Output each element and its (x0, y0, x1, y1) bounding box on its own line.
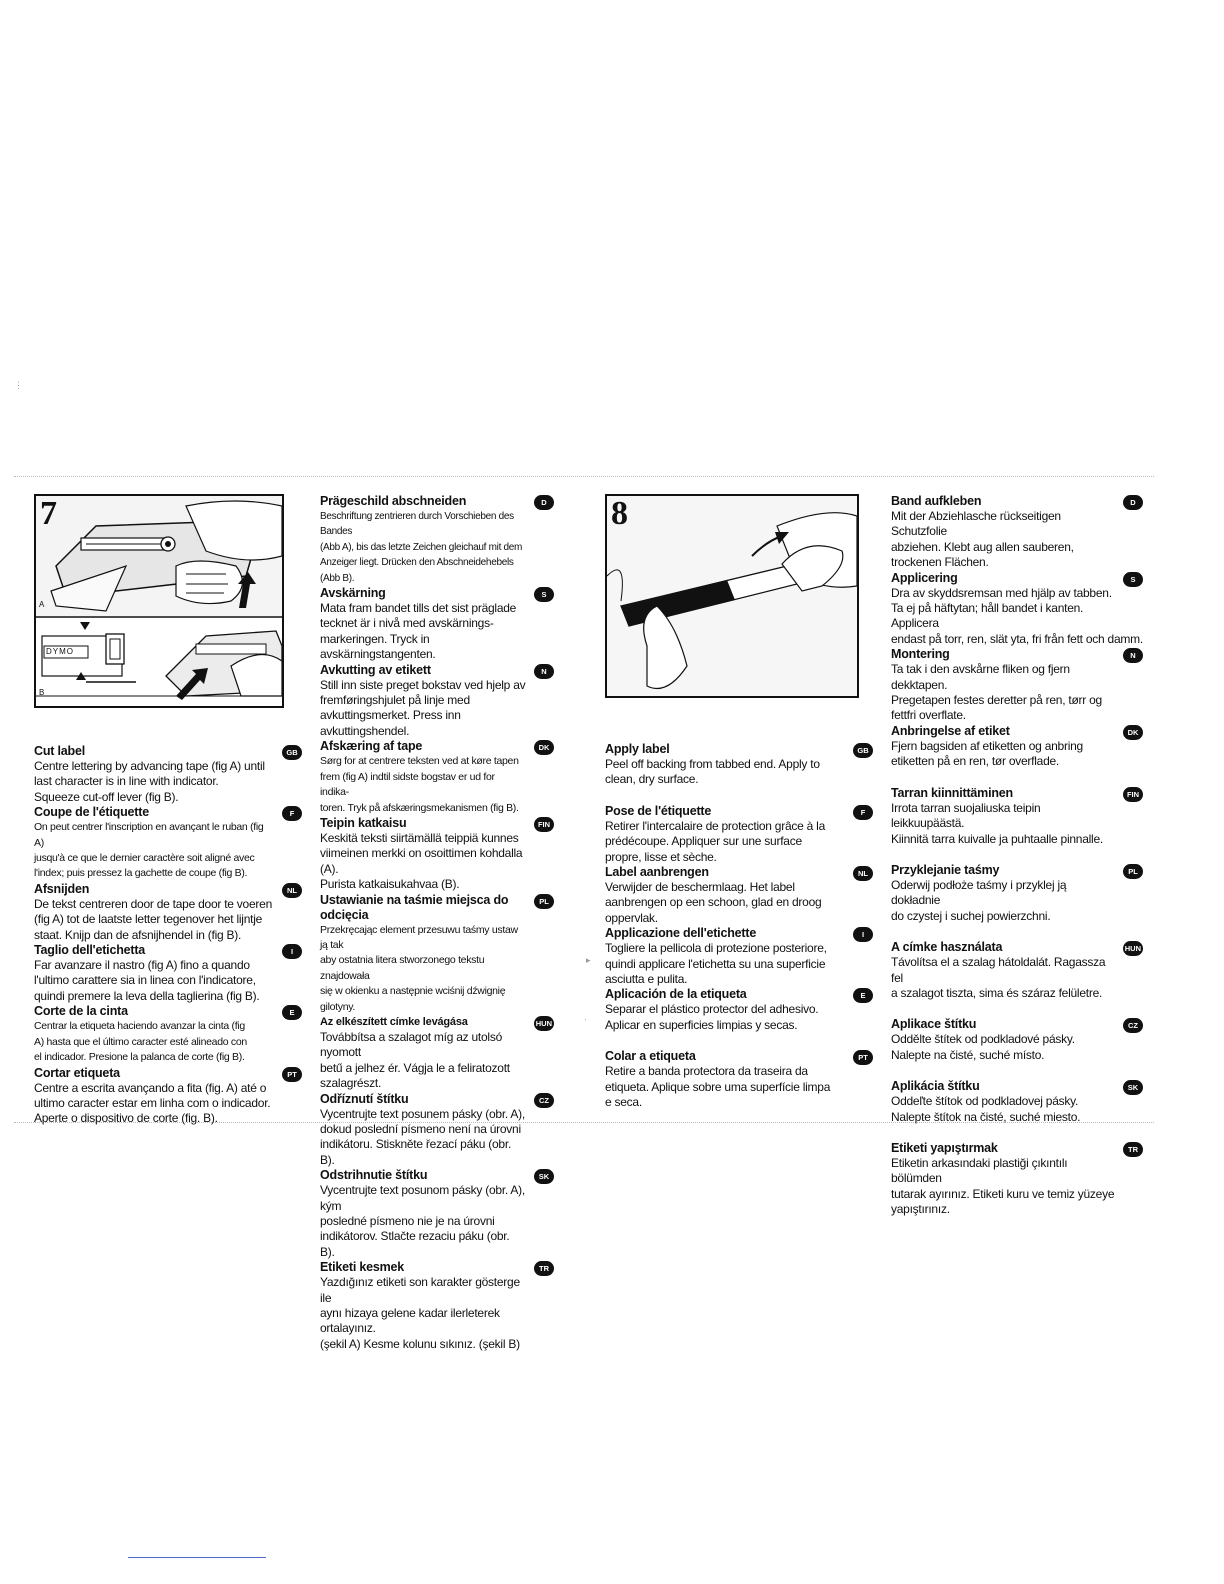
text-line: etiqueta. Aplique sobre uma superfície limpa (605, 1079, 831, 1094)
lang-badge-tr: TR (534, 1261, 554, 1276)
text-line: Centre a escrita avançando a fita (fig. A) até o (34, 1080, 267, 1095)
scan-dotted-line-top (14, 476, 1154, 477)
section-title: Przyklejanie taśmy (891, 862, 1000, 877)
text-line: a szalagot tiszta, sima és száraz felületre. (891, 985, 1103, 1000)
text-line: Etiketin arkasındaki plastiği çıkıntılı bölümden (891, 1155, 1068, 1186)
text-line: tecknet är i nivå med avskärnings- (320, 616, 494, 631)
text-line: abziehen. Klebt aug allen sauberen, (891, 539, 1074, 554)
lang-badge-e: E (282, 1005, 302, 1020)
section-title: Cut label (34, 744, 85, 758)
lang-badge-nl: NL (282, 883, 302, 898)
section-d (320, 494, 560, 586)
figure-7-number: 7 (40, 495, 57, 532)
text-line: aanbrengen op een schoon, glad en droog (605, 895, 822, 910)
text-line: jusqu'à ce que le dernier caractère soit aligné avec (34, 852, 255, 865)
section-title: Odstrihnutie štítku (320, 1168, 428, 1183)
text-line: aby ostatnia litera stworzonego tekstu znajdowała (320, 954, 485, 982)
figure-7-label-a: A (39, 600, 45, 609)
section-pt (605, 1049, 879, 1110)
text-line: el indicador. Presione la palanca de corte (fig B). (34, 1051, 245, 1064)
lang-badge-s: S (1123, 572, 1143, 587)
column-cut-label-1 (34, 494, 308, 1127)
section-title: Montering (891, 647, 950, 662)
text-line: Keskitä teksti siirtämällä teippiä kunnes (320, 830, 519, 845)
text-line: indikátorov. Stlačte rezaciu páku (obr. B). (320, 1229, 510, 1259)
section-title: Apply label (605, 742, 670, 756)
section-title: Afskæring af tape (320, 739, 423, 754)
section-n (320, 663, 560, 740)
text-line: toren. Tryk på afskæringsmekanismen (fig B). (320, 801, 519, 814)
section-title: Teipin katkaisu (320, 815, 407, 830)
lang-badge-i: I (282, 944, 302, 959)
section-title: Afsnijden (34, 881, 90, 896)
section-title: Avskärning (320, 586, 386, 601)
text-line: Separar el plástico protector del adhesivo. (605, 1002, 819, 1017)
column-cut-label-2 (320, 494, 560, 1352)
section-gap (891, 1125, 1149, 1141)
section-hun (891, 940, 1149, 1001)
text-line: Ta tak i den avskårne fliken og fjern dekktapen. (891, 662, 1070, 692)
lang-badge-pt: PT (282, 1067, 302, 1082)
text-line: Vycentrujte text posunem pásky (obr. A), (320, 1106, 525, 1121)
text-line: Aperte o dispositivo de corte (fig. B). (34, 1111, 218, 1126)
text-line: A) hasta que el último caracter esté alineado con (34, 1035, 247, 1048)
text-line: Verwijder de beschermlaag. Het label (605, 880, 795, 895)
text-line: quindi premere la leva della taglierina (fig B). (34, 988, 260, 1003)
text-line: Purista katkaisukahvaa (B). (320, 877, 460, 892)
text-line: frem (fig A) indtil sidste bogstav er ud for indika- (320, 770, 495, 799)
text-line: markeringen. Tryck in avskärningstangenten. (320, 631, 436, 662)
scan-speck: · (584, 1014, 587, 1024)
text-line: On peut centrer l'inscription en avançant le ruban (fig A) (34, 821, 264, 849)
text-line: viimeinen merkki on osoittimen kohdalla (A). (320, 846, 523, 876)
lang-badge-hun: HUN (534, 1016, 554, 1031)
section-gap (891, 770, 1149, 786)
lang-badge-nl: NL (853, 866, 873, 881)
text-line: Továbbítsa a szalagot míg az utolsó nyomott (320, 1029, 503, 1060)
section-title: Pose de l'étiquette (605, 803, 712, 818)
lang-badge-cz: CZ (534, 1093, 554, 1108)
section-pl (891, 863, 1149, 924)
text-line: szalagrészt. (320, 1076, 382, 1091)
figure-8-apply-illustration (605, 494, 859, 698)
text-line: Centre lettering by advancing tape (fig A) until (34, 759, 265, 773)
section-cz (320, 1092, 560, 1169)
text-line: Pregetapen festes deretter på ren, tørr og (891, 693, 1102, 708)
lang-badge-fin: FIN (534, 817, 554, 832)
text-line: Kiinnitä tarra kuivalle ja puhtaalle pinnalle. (891, 831, 1103, 846)
text-line: Przekręcając element przesuwu taśmy ustaw ją tak (320, 923, 518, 951)
section-gb (605, 742, 879, 788)
section-title: Aplikace štítku (891, 1017, 977, 1032)
text-line: (Abb A), bis das letzte Zeichen gleichauf mit dem (320, 541, 523, 553)
text-line: Oderwij podłoże taśmy i przyklej ją dokładnie (891, 877, 1067, 908)
text-line: Fjern bagsiden af etiketten og anbring (891, 738, 1083, 753)
text-line: Squeeze cut-off lever (fig B). (34, 789, 179, 804)
text-line: Oddělte štítek od podkladové pásky. (891, 1032, 1075, 1047)
text-line: indikátoru. Stiskněte řezací páku (obr. B). (320, 1137, 512, 1167)
lang-badge-dk: DK (534, 740, 554, 755)
text-line: Yazdığınız etiketi son karakter gösterge ile (320, 1275, 520, 1305)
lang-badge-tr: TR (1123, 1142, 1143, 1157)
text-line: De tekst centreren door de tape door te voeren (34, 896, 272, 911)
lang-badge-pt: PT (853, 1050, 873, 1065)
text-line: dokud poslední písmeno není na úrovni (320, 1122, 521, 1136)
text-line: avkuttingsmerket. Press inn avkuttingshendel. (320, 708, 461, 738)
text-line: Oddeľte štítok od podkladovej pásky. (891, 1094, 1079, 1109)
text-line: clean, dry surface. (605, 772, 699, 787)
text-line: Távolítsa el a szalag hátoldalát. Ragassza fel (891, 955, 1106, 985)
text-line: propre, lisse et sèche. (605, 849, 717, 864)
text-line: asciutta e pulita. (605, 972, 688, 987)
figure-8-number: 8 (611, 495, 628, 532)
figure-7-cutting-illustration (34, 494, 284, 708)
lang-badge-pl: PL (1123, 864, 1143, 879)
section-fin (320, 816, 560, 893)
column-apply-label-1 (605, 494, 879, 1111)
text-line: Anzeiger liegt. Drücken den Abschneidehebels (Abb B). (320, 557, 514, 584)
section-title: Prägeschild abschneiden (320, 494, 467, 508)
text-line: Retirer l'intercalaire de protection grâce à la (605, 818, 825, 833)
section-gb (34, 744, 308, 805)
lang-badge-hun: HUN (1123, 941, 1143, 956)
lang-badge-pl: PL (534, 894, 554, 909)
lang-badge-f: F (282, 806, 302, 821)
section-f (34, 805, 308, 882)
section-tr (891, 1141, 1149, 1218)
text-line: Sørg for at centrere teksten ved at køre tapen (320, 755, 519, 768)
text-line: się w okienku a następnie wciśnij dźwignię gilotyny. (320, 985, 506, 1013)
lang-badge-fin: FIN (1123, 787, 1143, 802)
section-n (891, 647, 1149, 724)
section-title: Odříznutí štítku (320, 1091, 409, 1106)
lang-badge-sk: SK (534, 1169, 554, 1184)
figure-7-drawing (36, 496, 282, 706)
section-title: Az elkészített címke levágása (320, 1015, 468, 1028)
section-title: Avkutting av etikett (320, 662, 431, 677)
text-line: (fig A) tot de laatste letter tegenover het lijntje (34, 912, 263, 927)
text-line: Togliere la pellicola di protezione posteriore, (605, 941, 827, 956)
section-title: Colar a etiqueta (605, 1049, 696, 1064)
section-nl (34, 882, 308, 943)
section-gap (891, 1001, 1149, 1017)
section-dk (891, 724, 1149, 770)
section-title: Label aanbrengen (605, 865, 709, 880)
lang-badge-f: F (853, 805, 873, 820)
text-line: Aplicar en superficies limpias y secas. (605, 1017, 798, 1032)
section-title: Aplicación de la etiqueta (605, 987, 747, 1002)
figure-8-drawing (607, 496, 857, 696)
text-line: Dra av skyddsremsan med hjälp av tabben. (891, 585, 1112, 600)
section-title: Etiketi yapıştırmak (891, 1140, 998, 1155)
section-sk (891, 1079, 1149, 1125)
section-gap (891, 847, 1149, 863)
section-e (605, 987, 879, 1033)
text-line: prédécoupe. Appliquer sur une surface (605, 834, 802, 849)
text-line: Centrar la etiqueta haciendo avanzar la cinta (fig (34, 1020, 245, 1033)
text-line: yapıştırınız. (891, 1202, 950, 1217)
lang-badge-i: I (853, 927, 873, 942)
section-sk (320, 1168, 560, 1260)
section-dk (320, 739, 560, 816)
section-title: Taglio dell'etichetta (34, 943, 146, 958)
lang-badge-n: N (534, 664, 554, 679)
lang-badge-n: N (1123, 648, 1143, 663)
text-line: Mata fram bandet tills det sist präglade (320, 601, 517, 616)
text-line: last character is in line with indicator. (34, 774, 219, 789)
figure-7-brand-text: DYMO (46, 647, 74, 656)
text-line: Far avanzare il nastro (fig A) fino a quando (34, 958, 250, 973)
text-line: betű a jelhez ér. Vágja le a feliratozott (320, 1060, 510, 1075)
section-pl (320, 893, 560, 1015)
text-line: Vycentrujte text posunom pásky (obr. A), kým (320, 1183, 525, 1213)
section-s (320, 586, 560, 663)
figure-7-label-b: B (39, 688, 45, 697)
section-title: Corte de la cinta (34, 1004, 128, 1019)
section-gap (605, 788, 879, 804)
text-line: ultimo caracter estar em linha com o indicador. (34, 1095, 271, 1110)
lang-badge-e: E (853, 988, 873, 1003)
lang-badge-gb: GB (282, 745, 302, 760)
text-line: Ta ej på häftytan; håll bandet i kanten. Applicera (891, 601, 1084, 631)
text-line: tutarak ayırınız. Etiketi kuru ve temiz yüzeye (891, 1186, 1115, 1201)
text-line: (şekil A) Kesme kolunu sıkınız. (şekil B) (320, 1336, 520, 1351)
section-title: Tarran kiinnittäminen (891, 785, 1013, 800)
lang-badge-sk: SK (1123, 1080, 1143, 1095)
lang-badge-d: D (1123, 495, 1143, 510)
section-nl (605, 865, 879, 926)
scan-speck: ▸ (586, 955, 591, 965)
section-title: Ustawianie na taśmie miejsca do odcięcia (320, 892, 509, 922)
lang-badge-d: D (534, 495, 554, 510)
section-gap (891, 924, 1149, 940)
text-line: Peel off backing from tabbed end. Apply to (605, 757, 820, 771)
text-line: aynı hizaya gelene kadar ilerleterek ortalayınız. (320, 1306, 500, 1336)
section-title: Coupe de l'étiquette (34, 805, 149, 820)
text-line: l'ultimo carattere sia in linea con l'indicatore, (34, 973, 256, 988)
column-apply-label-2 (891, 494, 1149, 1218)
text-line: Irrota tarran suojaliuska teipin leikkuupäästä. (891, 800, 1041, 831)
scan-speck: ⋮ (14, 380, 23, 390)
section-gap (605, 1033, 879, 1049)
section-title: Applicazione dell'etichette (605, 926, 757, 941)
text-line: endast på torr, ren, slät yta, fri från fett och damm. (891, 631, 1143, 646)
section-i (34, 943, 308, 1004)
section-title: Anbringelse af etiket (891, 723, 1010, 738)
section-gap (891, 1063, 1149, 1079)
text-line: fettfri overflate. (891, 708, 966, 723)
section-e (34, 1004, 308, 1065)
section-title: A címke használata (891, 940, 1003, 955)
lang-badge-s: S (534, 587, 554, 602)
text-line: trockenen Flächen. (891, 555, 989, 570)
section-cz (891, 1017, 1149, 1063)
text-line: do czystej i suchej powierzchni. (891, 908, 1051, 923)
lang-badge-gb: GB (853, 743, 873, 758)
section-title: Cortar etiqueta (34, 1065, 120, 1080)
section-d (891, 494, 1149, 571)
section-title: Band aufkleben (891, 494, 982, 508)
text-line: e seca. (605, 1095, 642, 1110)
section-tr (320, 1260, 560, 1352)
lang-badge-cz: CZ (1123, 1018, 1143, 1033)
section-title: Applicering (891, 570, 958, 585)
text-line: l'index; puis pressez la gachette de coupe (fig B). (34, 867, 248, 880)
section-hun (320, 1015, 560, 1092)
text-line: Beschriftung zentrieren durch Vorschieben des Bandes (320, 511, 514, 538)
section-pt (34, 1066, 308, 1127)
text-line: Nalepte na čisté, suché místo. (891, 1047, 1045, 1062)
text-line: oppervlak. (605, 910, 658, 925)
footer-link-underline (128, 1557, 266, 1558)
section-f (605, 804, 879, 865)
text-line: Retire a banda protectora da traseira da (605, 1064, 808, 1079)
text-line: Mit der Abziehlasche rückseitigen Schutzfolie (891, 509, 1061, 539)
text-line: Still inn siste preget bokstav ved hjelp av (320, 677, 526, 692)
section-s (891, 571, 1149, 648)
text-line: staat. Knijp dan de afsnijhendel in (fig B). (34, 927, 242, 942)
text-line: posledné písmeno nie je na úrovni (320, 1214, 495, 1229)
section-i (605, 926, 879, 987)
text-line: Nalepte štítok na čisté, suché miesto. (891, 1109, 1081, 1124)
text-line: fremføringshjulet på linje med (320, 693, 470, 708)
lang-badge-dk: DK (1123, 725, 1143, 740)
text-line: quindi applicare l'etichetta su una superficie (605, 956, 826, 971)
section-fin (891, 786, 1149, 847)
section-title: Aplikácia štítku (891, 1079, 980, 1094)
text-line: etiketten på en ren, tør overflade. (891, 754, 1060, 769)
section-title: Etiketi kesmek (320, 1260, 405, 1275)
